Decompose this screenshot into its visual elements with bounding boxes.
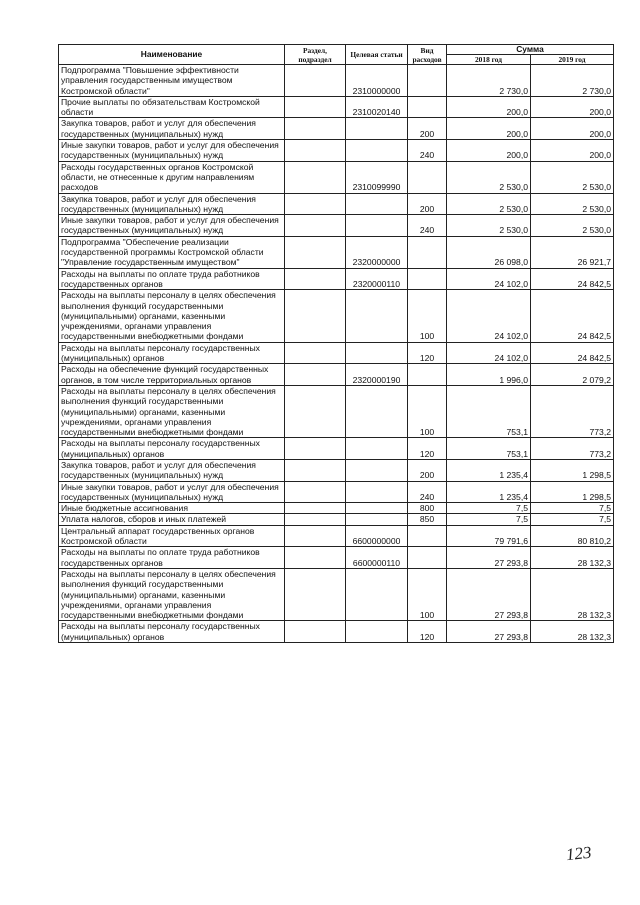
table-row [59, 503, 614, 514]
page-number: 123 [565, 842, 593, 865]
cell-target: 2320000110 [346, 268, 408, 290]
cell-y2018: 24 102,0 [447, 268, 531, 290]
cell-type: 200 [408, 193, 447, 215]
cell-y2019: 2 530,0 [531, 193, 614, 215]
cell-target [346, 481, 408, 503]
cell-name: Расходы на выплаты персоналу государственных (муниципальных) органов [59, 621, 285, 643]
table-row [59, 481, 614, 503]
cell-section [285, 568, 346, 620]
cell-type [408, 65, 447, 97]
table-row [59, 364, 614, 386]
cell-y2019: 200,0 [531, 140, 614, 162]
cell-target [346, 514, 408, 525]
cell-y2019: 2 079,2 [531, 364, 614, 386]
cell-y2019: 773,2 [531, 385, 614, 437]
table-row [59, 621, 614, 643]
cell-y2018: 1 996,0 [447, 364, 531, 386]
cell-y2019: 2 730,0 [531, 65, 614, 97]
cell-target: 6600000000 [346, 525, 408, 547]
cell-type: 240 [408, 481, 447, 503]
cell-name: Расходы на обеспечение функций государственных органов, в том числе территориальных органов [59, 364, 285, 386]
table-row [59, 547, 614, 569]
table-row [59, 118, 614, 140]
cell-y2019: 24 842,5 [531, 268, 614, 290]
cell-y2019: 1 298,5 [531, 459, 614, 481]
cell-section [285, 621, 346, 643]
cell-section [285, 161, 346, 193]
cell-name: Иные закупки товаров, работ и услуг для обеспечения государственных (муниципальных) нужд [59, 215, 285, 237]
cell-section [285, 547, 346, 569]
cell-name: Закупка товаров, работ и услуг для обеспечения государственных (муниципальных) нужд [59, 118, 285, 140]
cell-y2019: 28 132,3 [531, 568, 614, 620]
cell-section [285, 118, 346, 140]
cell-y2019: 1 298,5 [531, 481, 614, 503]
cell-type: 850 [408, 514, 447, 525]
cell-target [346, 438, 408, 460]
cell-target [346, 290, 408, 342]
cell-name: Иные закупки товаров, работ и услуг для обеспечения государственных (муниципальных) нужд [59, 140, 285, 162]
cell-y2018: 7,5 [447, 514, 531, 525]
cell-y2018: 200,0 [447, 96, 531, 118]
table-row [59, 290, 614, 342]
cell-y2019: 26 921,7 [531, 236, 614, 268]
cell-y2018: 1 235,4 [447, 459, 531, 481]
cell-target: 6600000110 [346, 547, 408, 569]
cell-type [408, 364, 447, 386]
cell-name: Расходы на выплаты по оплате труда работников государственных органов [59, 268, 285, 290]
cell-section [285, 364, 346, 386]
cell-name: Уплата налогов, сборов и иных платежей [59, 514, 285, 525]
cell-name: Расходы на выплаты персоналу государственных (муниципальных) органов [59, 342, 285, 364]
cell-type [408, 236, 447, 268]
table-row [59, 342, 614, 364]
cell-y2019: 80 810,2 [531, 525, 614, 547]
cell-type [408, 268, 447, 290]
cell-y2018: 2 530,0 [447, 193, 531, 215]
cell-target [346, 568, 408, 620]
cell-name: Подпрограмма "Обеспечение реализации государственной программы Костромской области "Управление государственным имуществом" [59, 236, 285, 268]
cell-target [346, 342, 408, 364]
cell-section [285, 268, 346, 290]
table-row [59, 65, 614, 97]
cell-type: 100 [408, 568, 447, 620]
cell-y2019: 28 132,3 [531, 547, 614, 569]
header-year-2019: 2019 год [531, 55, 614, 65]
cell-target: 2310000000 [346, 65, 408, 97]
cell-section [285, 481, 346, 503]
cell-target [346, 118, 408, 140]
cell-name: Иные закупки товаров, работ и услуг для обеспечения государственных (муниципальных) нужд [59, 481, 285, 503]
cell-y2019: 28 132,3 [531, 621, 614, 643]
cell-y2018: 79 791,6 [447, 525, 531, 547]
cell-target [346, 621, 408, 643]
table-row [59, 459, 614, 481]
header-target: Целевая статьи [346, 45, 408, 65]
cell-section [285, 140, 346, 162]
cell-target: 2310020140 [346, 96, 408, 118]
cell-type: 240 [408, 140, 447, 162]
cell-type: 120 [408, 621, 447, 643]
cell-y2019: 24 842,5 [531, 290, 614, 342]
header-name: Наименование [59, 45, 285, 65]
cell-type [408, 547, 447, 569]
table-row [59, 525, 614, 547]
cell-section [285, 503, 346, 514]
cell-name: Закупка товаров, работ и услуг для обеспечения государственных (муниципальных) нужд [59, 459, 285, 481]
cell-target: 2320000190 [346, 364, 408, 386]
table-row [59, 268, 614, 290]
cell-target [346, 503, 408, 514]
cell-section [285, 342, 346, 364]
cell-type: 120 [408, 342, 447, 364]
table-row [59, 193, 614, 215]
cell-y2019: 200,0 [531, 96, 614, 118]
cell-y2018: 200,0 [447, 118, 531, 140]
table-row [59, 568, 614, 620]
table-row [59, 236, 614, 268]
cell-section [285, 459, 346, 481]
cell-name: Подпрограмма "Повышение эффективности управления государственным имуществом Костромской области" [59, 65, 285, 97]
cell-y2019: 7,5 [531, 503, 614, 514]
header-year-2018: 2018 год [447, 55, 531, 65]
cell-name: Расходы на выплаты персоналу в целях обеспечения выполнения функций государственными (муниципальными) органами, казенными учреждениями, органами управления государственными внебюджетными фондами [59, 385, 285, 437]
cell-name: Расходы на выплаты по оплате труда работников государственных органов [59, 547, 285, 569]
cell-section [285, 514, 346, 525]
cell-target [346, 193, 408, 215]
cell-y2018: 2 530,0 [447, 161, 531, 193]
cell-name: Расходы на выплаты персоналу в целях обеспечения выполнения функций государственными (муниципальными) органами, казенными учреждениями, органами управления государственными внебюджетными фондами [59, 290, 285, 342]
table-row [59, 96, 614, 118]
cell-type [408, 525, 447, 547]
cell-y2018: 27 293,8 [447, 547, 531, 569]
cell-name: Расходы на выплаты персоналу в целях обеспечения выполнения функций государственными (муниципальными) органами, казенными учреждениями, органами управления государственными внебюджетными фондами [59, 568, 285, 620]
cell-target [346, 215, 408, 237]
cell-y2018: 7,5 [447, 503, 531, 514]
table-body [59, 65, 614, 643]
cell-section [285, 385, 346, 437]
header-sum: Сумма [447, 45, 614, 55]
table-row [59, 514, 614, 525]
cell-type: 120 [408, 438, 447, 460]
table-row [59, 215, 614, 237]
cell-type: 100 [408, 290, 447, 342]
cell-target: 2310099990 [346, 161, 408, 193]
cell-name: Расходы государственных органов Костромской области, не отнесенные к другим направлениям расходов [59, 161, 285, 193]
table-row [59, 140, 614, 162]
cell-name: Иные бюджетные ассигнования [59, 503, 285, 514]
cell-y2019: 7,5 [531, 514, 614, 525]
cell-name: Прочие выплаты по обязательствам Костромской области [59, 96, 285, 118]
cell-type: 240 [408, 215, 447, 237]
cell-name: Центральный аппарат государственных органов Костромской области [59, 525, 285, 547]
cell-y2018: 26 098,0 [447, 236, 531, 268]
table-row [59, 385, 614, 437]
budget-table [58, 44, 614, 643]
cell-y2019: 200,0 [531, 118, 614, 140]
cell-y2018: 753,1 [447, 385, 531, 437]
cell-type: 200 [408, 118, 447, 140]
cell-section [285, 96, 346, 118]
cell-target: 2320000000 [346, 236, 408, 268]
header-section: Раздел, подраздел [285, 45, 346, 65]
cell-y2018: 200,0 [447, 140, 531, 162]
cell-section [285, 290, 346, 342]
cell-y2019: 2 530,0 [531, 161, 614, 193]
cell-type: 200 [408, 459, 447, 481]
cell-y2018: 753,1 [447, 438, 531, 460]
cell-y2018: 24 102,0 [447, 290, 531, 342]
cell-y2019: 2 530,0 [531, 215, 614, 237]
cell-section [285, 65, 346, 97]
cell-type [408, 96, 447, 118]
table-row [59, 438, 614, 460]
cell-type: 800 [408, 503, 447, 514]
cell-y2018: 27 293,8 [447, 568, 531, 620]
cell-target [346, 459, 408, 481]
cell-name: Расходы на выплаты персоналу государственных (муниципальных) органов [59, 438, 285, 460]
cell-section [285, 236, 346, 268]
cell-type: 100 [408, 385, 447, 437]
cell-y2019: 24 842,5 [531, 342, 614, 364]
cell-target [346, 140, 408, 162]
cell-section [285, 438, 346, 460]
cell-section [285, 215, 346, 237]
cell-y2018: 1 235,4 [447, 481, 531, 503]
cell-y2018: 2 530,0 [447, 215, 531, 237]
cell-y2018: 27 293,8 [447, 621, 531, 643]
cell-section [285, 525, 346, 547]
cell-y2019: 773,2 [531, 438, 614, 460]
cell-section [285, 193, 346, 215]
table-row [59, 161, 614, 193]
cell-y2018: 2 730,0 [447, 65, 531, 97]
cell-name: Закупка товаров, работ и услуг для обеспечения государственных (муниципальных) нужд [59, 193, 285, 215]
cell-y2018: 24 102,0 [447, 342, 531, 364]
cell-type [408, 161, 447, 193]
cell-target [346, 385, 408, 437]
header-type: Вид расходов [408, 45, 447, 65]
